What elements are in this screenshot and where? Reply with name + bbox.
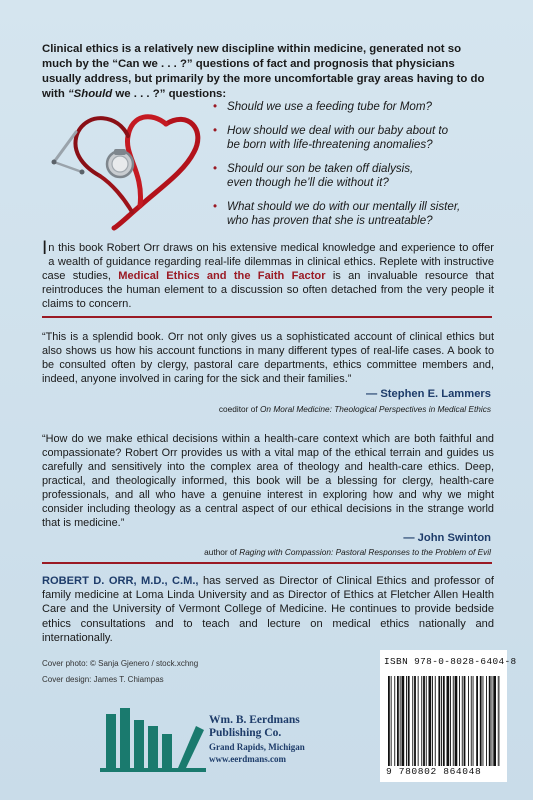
drop-cap: I	[42, 238, 48, 259]
barcode-bar	[391, 676, 392, 766]
barcode-bar	[421, 676, 422, 766]
barcode-bar	[438, 676, 440, 766]
barcode-bar	[455, 676, 458, 766]
barcode-bar	[464, 676, 466, 766]
question-item: • What should we do with our mentally ill sister, who has proven that she is untreatable?	[213, 199, 461, 227]
bullet-icon: •	[213, 123, 218, 137]
question-item: • How should we deal with our baby about to be born with life-threatening anomalies?	[213, 123, 449, 151]
barcode-bar	[414, 676, 416, 766]
stethoscope-heart-image	[48, 102, 208, 232]
barcode-bar	[468, 676, 469, 766]
barcode-bar	[394, 676, 395, 766]
barcode-bar	[400, 676, 401, 766]
barcode-bar	[483, 676, 484, 766]
cover-photo-credit: Cover photo: © Sanja Gjenero / stock.xchng	[42, 659, 199, 668]
isbn-label: ISBN 978-0-8028-6404-8	[384, 656, 517, 667]
barcode-bar	[493, 676, 496, 766]
endorsement-1-author: — Stephen E. Lammers	[366, 388, 491, 400]
publisher-city: Grand Rapids, Michigan	[209, 742, 305, 752]
barcode-bar	[447, 676, 450, 766]
barcode-image	[388, 676, 500, 766]
endorsement-1-credential: coeditor of On Moral Medicine: Theological Perspectives in Medical Ethics	[218, 404, 491, 414]
barcode-bar	[426, 676, 427, 766]
barcode-bar	[492, 676, 493, 766]
divider-top	[42, 316, 492, 318]
intro-text-2: we . . . ?” questions:	[112, 88, 227, 100]
barcode-bar	[388, 676, 390, 766]
barcode-bar	[443, 676, 445, 766]
bullet-icon: •	[213, 100, 218, 113]
barcode-bar	[412, 676, 413, 766]
barcode-bar	[406, 676, 407, 766]
barcode-bar	[489, 676, 491, 766]
barcode-bar	[473, 676, 474, 766]
book-title-highlight: Medical Ethics and the Faith Factor	[118, 270, 326, 282]
endorsement-2-text: “How do we make ethical decisions within a health-care context which are both faithful and compassionate? Robert Orr provides us with a vital map of the ethical terrain and guides us carefully and sensitively into the complex area of theology and health-care ethics. Deep, practical, and theologically informed, this book will be a blessing for clergy, health-care professionals, and all who have a genuine interest in exploring how and why we might consider including theology as a central aspect of our ethical decisions in the strange world that is medicine.”	[42, 433, 494, 529]
cover-design-credit: Cover design: James T. Chiampas	[42, 675, 164, 684]
publisher-url: www.eerdmans.com	[209, 754, 286, 764]
barcode-bar	[402, 676, 405, 766]
author-name: ROBERT D. ORR, M.D., C.M.,	[42, 575, 199, 587]
bullet-icon: •	[213, 161, 218, 175]
question-item: • Should we use a feeding tube for Mom?	[213, 100, 432, 113]
publisher-books-logo-icon	[100, 706, 206, 772]
isbn-digits: 9 780802 864048	[386, 766, 482, 777]
barcode-bar	[476, 676, 478, 766]
endorsement-1-text: “This is a splendid book. Orr not only gives us a sophisticated account of clinical ethics but also shows us how his account functions in many different types of real-life cases. A book to be consulted often by clergy, pastoral care departments, ethics committee members and, indeed, anyone involved in caring for the sick and their families.”	[42, 331, 494, 385]
divider-bottom	[42, 562, 492, 564]
barcode-bar	[486, 676, 487, 766]
barcode-bar	[462, 676, 463, 766]
barcode-bar	[423, 676, 425, 766]
barcode-bar	[453, 676, 454, 766]
barcode-bar	[498, 676, 499, 766]
question-list	[213, 100, 503, 238]
intro-text-1: Clinical ethics is a relatively new discipline within medicine, generated not so much by the “Can we . . . ?” questions of fact and prognosis that physicians usually address, but primarily by the more uncomfortable gray areas having to do with	[42, 43, 485, 100]
intro-paragraph	[42, 42, 494, 102]
barcode-bar	[418, 676, 419, 766]
author-bio: ROBERT D. ORR, M.D., C.M., has served as Director of Clinical Ethics and professor of family medicine at Loma Linda University and as Director of Ethics at Fletcher Allen Health Care and the University of Vermont College of Medicine. He continues to provide bedside ethics consultations and to teach and lecture on medical ethics nationally and internationally.	[42, 575, 495, 644]
intro-emphasis: “Should	[67, 88, 113, 100]
barcode-bar	[432, 676, 433, 766]
publisher-name: Wm. B. Eerdmans Publishing Co.	[209, 714, 300, 739]
barcode-bar	[429, 676, 432, 766]
description-paragraph: In this book Robert Orr draws on his extensive medical knowledge and experience to offer a wealth of guidance regarding real-life dilemmas in clinical ethics. Replete with instructive case studies, Medical Ethics and the Faith Factor is an invaluable resource that reintroduces the human element to a discussion so often detached from the very people it claims to concern.	[42, 238, 494, 310]
barcode-bar	[450, 676, 451, 766]
endorsement-2-author: — John Swinton	[403, 532, 491, 544]
barcode-bar	[459, 676, 460, 766]
endorsement-2-credential: author of Raging with Compassion: Pastoral Responses to the Problem of Evil	[204, 547, 491, 557]
barcode-bar	[435, 676, 436, 766]
bullet-icon: •	[213, 199, 218, 213]
barcode-bar	[480, 676, 482, 766]
barcode-bar	[397, 676, 399, 766]
barcode-bar	[471, 676, 472, 766]
question-item: • Should our son be taken off dialysis, even though he’ll die without it?	[213, 161, 414, 189]
barcode-bar	[408, 676, 410, 766]
barcode-bar	[441, 676, 442, 766]
